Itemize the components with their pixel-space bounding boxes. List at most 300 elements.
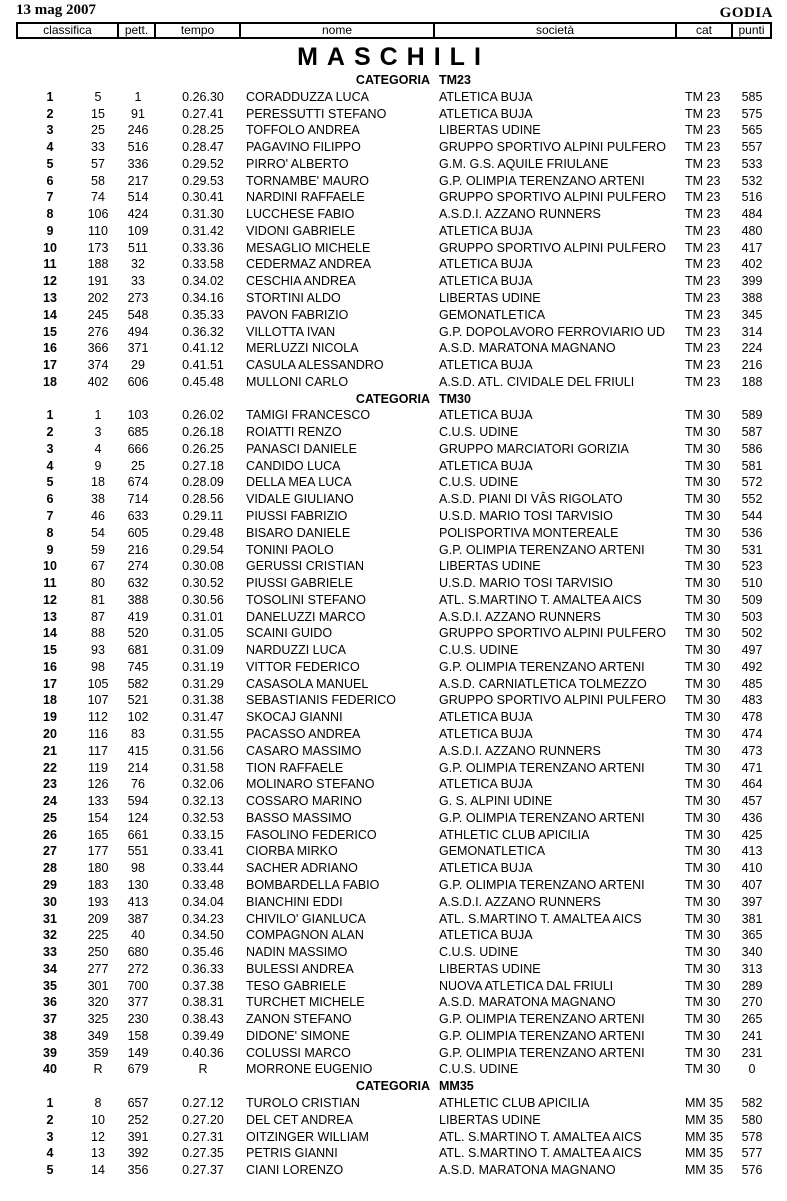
time: 0.35.33 [182, 307, 224, 322]
overall-position: 105 [87, 676, 109, 691]
bib-number: 745 [127, 659, 149, 674]
time: 0.35.46 [182, 945, 224, 960]
points: 473 [741, 743, 763, 758]
points: 502 [741, 626, 763, 641]
club: U.S.D. MARIO TOSI TARVISIO [439, 509, 613, 524]
table-row [0, 776, 787, 793]
rank: 18 [43, 693, 57, 708]
bib-number: 516 [127, 140, 149, 155]
rank: 6 [46, 173, 54, 188]
table-row [0, 273, 787, 290]
athlete-name: CANDIDO LUCA [246, 458, 341, 473]
category: TM 23 [685, 207, 721, 222]
table-row [0, 877, 787, 894]
club: G.M. G.S. AQUILE FRIULANE [439, 156, 609, 171]
bib-number: 657 [127, 1095, 149, 1110]
time: 0.36.32 [182, 324, 224, 339]
bib-number: 680 [127, 945, 149, 960]
rank: 5 [46, 475, 54, 490]
column-header-classifica: classifica [18, 24, 119, 37]
overall-position: 88 [91, 626, 105, 641]
athlete-name: DANELUZZI MARCO [246, 609, 366, 624]
category: TM 23 [685, 274, 721, 289]
athlete-name: TAMIGI FRANCESCO [246, 408, 371, 423]
rank: 27 [43, 844, 57, 859]
time: 0.37.38 [182, 978, 224, 993]
athlete-name: PAGAVINO FILIPPO [246, 140, 361, 155]
club: ATL. S.MARTINO T. AMALTEA AICS [439, 592, 642, 607]
points: 532 [741, 173, 763, 188]
table-row [0, 894, 787, 911]
table-row [0, 407, 787, 424]
category: TM 30 [685, 643, 721, 658]
category: TM 30 [685, 659, 721, 674]
time: 0.33.44 [182, 861, 224, 876]
club: LIBERTAS UDINE [439, 961, 541, 976]
overall-position: 57 [91, 156, 105, 171]
category: TM 30 [685, 777, 721, 792]
table-row [0, 709, 787, 726]
points: 457 [741, 794, 763, 809]
time: 0.34.50 [182, 928, 224, 943]
rank: 12 [43, 592, 57, 607]
bib-number: 216 [127, 542, 149, 557]
club: C.U.S. UDINE [439, 643, 519, 658]
overall-position: 10 [91, 1112, 105, 1127]
category: TM 30 [685, 810, 721, 825]
athlete-name: TURCHET MICHELE [246, 995, 365, 1010]
table-row [0, 1011, 787, 1028]
time: 0.31.01 [182, 609, 224, 624]
rank: 4 [46, 140, 54, 155]
athlete-name: TESO GABRIELE [246, 978, 347, 993]
club: C.U.S. UDINE [439, 475, 519, 490]
table-row [0, 575, 787, 592]
bib-number: 521 [127, 693, 149, 708]
table-row [0, 1145, 787, 1162]
athlete-name: MORRONE EUGENIO [246, 1062, 373, 1077]
table-row [0, 122, 787, 139]
rank: 1 [46, 89, 54, 104]
overall-position: 38 [91, 492, 105, 507]
rank: 15 [43, 643, 57, 658]
page-title: MASCHILI [297, 43, 490, 71]
athlete-name: CEDERMAZ ANDREA [246, 257, 372, 272]
points: 413 [741, 844, 763, 859]
overall-position: 183 [87, 877, 109, 892]
overall-position: 93 [91, 643, 105, 658]
bib-number: 230 [127, 1012, 149, 1027]
rank: 14 [43, 307, 57, 322]
athlete-name: TION RAFFAELE [246, 760, 344, 775]
table-row [0, 961, 787, 978]
time: 0.33.36 [182, 240, 224, 255]
time: 0.30.52 [182, 576, 224, 591]
rank: 8 [46, 525, 54, 540]
club: A.S.D. CARNIATLETICA TOLMEZZO [439, 676, 647, 691]
rank: 10 [43, 240, 57, 255]
overall-position: 359 [87, 1045, 109, 1060]
points: 533 [741, 156, 763, 171]
category: TM 30 [685, 961, 721, 976]
points: 497 [741, 643, 763, 658]
rank: 26 [43, 827, 57, 842]
athlete-name: DIDONE' SIMONE [246, 1028, 350, 1043]
bib-number: 40 [131, 928, 145, 943]
rank: 29 [43, 877, 57, 892]
points: 516 [741, 190, 763, 205]
points: 578 [741, 1129, 763, 1144]
bib-number: 666 [127, 441, 149, 456]
points: 241 [741, 1028, 763, 1043]
bib-number: 392 [127, 1146, 149, 1161]
rank: 23 [43, 777, 57, 792]
overall-position: 374 [87, 358, 109, 373]
category-code: MM35 [439, 1079, 474, 1094]
athlete-name: DEL CET ANDREA [246, 1112, 353, 1127]
table-row [0, 927, 787, 944]
time: 0.29.54 [182, 542, 224, 557]
bib-number: 661 [127, 827, 149, 842]
table-row [0, 558, 787, 575]
points: 417 [741, 240, 763, 255]
athlete-name: NADIN MASSIMO [246, 945, 348, 960]
overall-position: 3 [94, 425, 102, 440]
overall-position: 349 [87, 1028, 109, 1043]
bib-number: 700 [127, 978, 149, 993]
overall-position: 33 [91, 140, 105, 155]
points: 365 [741, 928, 763, 943]
category: TM 23 [685, 173, 721, 188]
rank: 18 [43, 374, 57, 389]
points: 531 [741, 542, 763, 557]
overall-position: 117 [88, 743, 108, 758]
table-row [0, 357, 787, 374]
table-row [0, 625, 787, 642]
rank: 5 [46, 1163, 54, 1178]
time: 0.32.13 [182, 794, 224, 809]
time: 0.31.30 [182, 207, 224, 222]
category: MM 35 [685, 1129, 724, 1144]
points: 425 [741, 827, 763, 842]
club: ATLETICA BUJA [439, 408, 533, 423]
athlete-name: TUROLO CRISTIAN [246, 1095, 360, 1110]
points: 188 [741, 374, 763, 389]
category: TM 23 [685, 123, 721, 138]
athlete-name: MOLINARO STEFANO [246, 777, 375, 792]
table-row [0, 307, 787, 324]
category: TM 30 [685, 492, 721, 507]
club: G.P. OLIMPIA TERENZANO ARTENI [439, 1028, 645, 1043]
table-row [0, 106, 787, 123]
points: 402 [741, 257, 763, 272]
table-row [0, 290, 787, 307]
bib-number: 415 [127, 743, 149, 758]
category: MM 35 [685, 1146, 724, 1161]
category: TM 30 [685, 844, 721, 859]
athlete-name: FASOLINO FEDERICO [246, 827, 377, 842]
athlete-name: SCAINI GUIDO [246, 626, 333, 641]
rank: 3 [46, 123, 54, 138]
bib-number: 109 [127, 223, 149, 238]
category: TM 30 [685, 693, 721, 708]
time: 0.29.52 [182, 156, 224, 171]
rank: 2 [46, 106, 54, 121]
time: 0.33.15 [182, 827, 224, 842]
overall-position: 12 [91, 1129, 105, 1144]
category: MM 35 [685, 1163, 724, 1178]
time: 0.33.58 [182, 257, 224, 272]
time: 0.39.49 [182, 1028, 224, 1043]
bib-number: 387 [127, 911, 149, 926]
club: POLISPORTIVA MONTEREALE [439, 525, 619, 540]
athlete-name: MERLUZZI NICOLA [246, 341, 359, 356]
rank: 16 [43, 341, 57, 356]
overall-position: 180 [87, 861, 109, 876]
club: ATLETICA BUJA [439, 89, 533, 104]
overall-position: 133 [87, 794, 109, 809]
rank: 17 [43, 358, 57, 373]
bib-number: 102 [127, 710, 149, 725]
points: 536 [741, 525, 763, 540]
category: TM 23 [685, 89, 721, 104]
overall-position: 54 [91, 525, 105, 540]
points: 231 [741, 1045, 763, 1060]
table-row [0, 1162, 787, 1179]
time: 0.27.20 [182, 1112, 224, 1127]
category: TM 30 [685, 1062, 721, 1077]
athlete-name: COSSARO MARINO [246, 794, 362, 809]
bib-number: 149 [127, 1045, 149, 1060]
table-row [0, 1095, 787, 1112]
athlete-name: BASSO MASSIMO [246, 810, 352, 825]
bib-number: 103 [127, 408, 149, 423]
club: GRUPPO SPORTIVO ALPINI PULFERO [439, 626, 666, 641]
rank: 22 [43, 760, 57, 775]
table-row [0, 206, 787, 223]
overall-position: 98 [91, 659, 105, 674]
bib-number: 511 [128, 240, 148, 255]
bib-number: 356 [127, 1163, 149, 1178]
athlete-name: PETRIS GIANNI [246, 1146, 338, 1161]
table-row [0, 374, 787, 391]
rank: 11 [43, 576, 57, 591]
time: 0.32.53 [182, 810, 224, 825]
bib-number: 124 [127, 810, 149, 825]
overall-position: 14 [91, 1163, 105, 1178]
rank: 1 [46, 1095, 54, 1110]
column-header-nome: nome [241, 24, 435, 37]
table-row [0, 340, 787, 357]
points: 572 [741, 475, 763, 490]
athlete-name: PERESSUTTI STEFANO [246, 106, 387, 121]
points: 270 [741, 995, 763, 1010]
overall-position: 112 [88, 710, 108, 725]
points: 577 [741, 1146, 763, 1161]
time: 0.32.06 [182, 777, 224, 792]
bib-number: 514 [127, 190, 149, 205]
overall-position: 225 [87, 928, 109, 943]
overall-position: 325 [87, 1012, 109, 1027]
rank: 1 [46, 408, 54, 423]
overall-position: 74 [91, 190, 105, 205]
time: 0.26.25 [182, 441, 224, 456]
time: 0.28.25 [182, 123, 224, 138]
points: 557 [741, 140, 763, 155]
table-row [0, 860, 787, 877]
time: 0.38.43 [182, 1012, 224, 1027]
time: 0.45.48 [182, 374, 224, 389]
points: 575 [741, 106, 763, 121]
club: LIBERTAS UDINE [439, 291, 541, 305]
points: 510 [741, 576, 763, 591]
club: A.S.D.I. AZZANO RUNNERS [439, 894, 601, 909]
athlete-name: CESCHIA ANDREA [246, 274, 356, 289]
athlete-name: PAVON FABRIZIO [246, 307, 349, 322]
column-header-cat: cat [677, 24, 733, 37]
club: G.P. OLIMPIA TERENZANO ARTENI [439, 1045, 645, 1060]
rank: 32 [43, 928, 57, 943]
category-heading [0, 72, 787, 89]
table-row [0, 827, 787, 844]
time: 0.41.12 [182, 341, 224, 356]
athlete-name: BIANCHINI EDDI [246, 894, 343, 909]
points: 410 [741, 861, 763, 876]
overall-position: 46 [91, 509, 105, 524]
bib-number: 633 [127, 509, 149, 524]
category: TM 30 [685, 609, 721, 624]
club: A.S.D.I. AZZANO RUNNERS [439, 743, 601, 758]
rank: 11 [43, 257, 57, 272]
table-row [0, 743, 787, 760]
category: TM 30 [685, 458, 721, 473]
time: 0.26.02 [182, 408, 224, 423]
athlete-name: COLUSSI MARCO [246, 1045, 351, 1060]
time: 0.33.41 [182, 844, 224, 859]
overall-position: 9 [94, 458, 102, 473]
rank: 33 [43, 945, 57, 960]
table-row [0, 1028, 787, 1045]
athlete-name: BISARO DANIELE [246, 525, 351, 540]
club: ATLETICA BUJA [439, 257, 533, 272]
bib-number: 388 [127, 592, 149, 607]
time: 0.34.02 [182, 274, 224, 289]
overall-position: 191 [87, 274, 109, 289]
bib-number: 1 [134, 89, 142, 104]
club: A.S.D.I. AZZANO RUNNERS [439, 207, 601, 222]
bib-number: 605 [127, 525, 149, 540]
bib-number: 76 [131, 777, 145, 792]
column-header-bar [16, 22, 772, 39]
table-row [0, 139, 787, 156]
category: TM 30 [685, 710, 721, 725]
points: 485 [741, 676, 763, 691]
club: GRUPPO MARCIATORI GORIZIA [439, 441, 629, 456]
time: 0.26.30 [182, 89, 224, 104]
rank: 36 [43, 995, 57, 1010]
time: 0.28.56 [182, 492, 224, 507]
club: A.S.D. ATL. CIVIDALE DEL FRIULI [439, 374, 635, 389]
club: ATLETICA BUJA [439, 274, 533, 289]
time: 0.31.05 [182, 626, 224, 641]
table-row [0, 525, 787, 542]
time: R [198, 1062, 208, 1077]
bib-number: 33 [131, 274, 145, 289]
category: TM 30 [685, 1028, 721, 1043]
time: 0.26.18 [182, 425, 224, 440]
points: 523 [741, 559, 763, 574]
points: 474 [741, 727, 763, 742]
overall-position: 80 [91, 576, 105, 591]
category: TM 30 [685, 1012, 721, 1027]
club: GEMONATLETICA [439, 844, 546, 859]
category: TM 30 [685, 592, 721, 607]
table-row [0, 173, 787, 190]
overall-position: 402 [87, 374, 109, 389]
bib-number: 419 [127, 609, 149, 624]
category: TM 30 [685, 525, 721, 540]
points: 586 [741, 441, 763, 456]
athlete-name: TOSOLINI STEFANO [246, 592, 366, 607]
overall-position: 4 [94, 441, 102, 456]
category: TM 23 [685, 324, 721, 339]
column-header-pett: pett. [119, 24, 156, 37]
category-code: TM23 [439, 73, 471, 87]
overall-position: 107 [87, 693, 109, 708]
time: 0.27.31 [182, 1129, 224, 1144]
points: 484 [741, 207, 763, 222]
club: G.P. OLIMPIA TERENZANO ARTENI [439, 877, 645, 892]
bib-number: 674 [127, 475, 149, 490]
table-row [0, 726, 787, 743]
rank: 35 [43, 978, 57, 993]
points: 544 [741, 509, 763, 524]
category: TM 23 [685, 257, 721, 272]
points: 0 [748, 1062, 756, 1077]
bib-number: 548 [127, 307, 149, 322]
points: 407 [741, 877, 763, 892]
points: 587 [741, 425, 763, 440]
event-date: 13 mag 2007 [16, 2, 96, 18]
overall-position: 366 [87, 341, 109, 356]
time: 0.27.41 [182, 106, 224, 121]
points: 399 [741, 274, 763, 289]
club: C.U.S. UDINE [439, 1062, 519, 1077]
athlete-name: BOMBARDELLA FABIO [246, 877, 380, 892]
club: ATHLETIC CLUB APICILIA [439, 827, 590, 842]
athlete-name: PANASCI DANIELE [246, 441, 357, 456]
category: TM 23 [685, 240, 721, 255]
athlete-name: CASARO MASSIMO [246, 743, 362, 758]
points: 478 [741, 710, 763, 725]
category: TM 30 [685, 542, 721, 557]
club: NUOVA ATLETICA DAL FRIULI [439, 978, 614, 993]
bib-number: 377 [127, 995, 149, 1010]
overall-position: 119 [88, 760, 108, 775]
athlete-name: CHIVILO' GIANLUCA [246, 911, 366, 926]
overall-position: 87 [91, 609, 105, 624]
club: G.P. OLIMPIA TERENZANO ARTENI [439, 659, 645, 674]
rank: 25 [43, 810, 57, 825]
athlete-name: NARDUZZI LUCA [246, 643, 347, 658]
club: A.S.D. PIANI DI VÂS RIGOLATO [439, 492, 623, 507]
overall-position: 250 [87, 945, 109, 960]
bib-number: 158 [127, 1028, 149, 1043]
table-row [0, 642, 787, 659]
overall-position: 116 [88, 727, 108, 742]
rank: 10 [43, 559, 57, 574]
rank: 2 [46, 425, 54, 440]
